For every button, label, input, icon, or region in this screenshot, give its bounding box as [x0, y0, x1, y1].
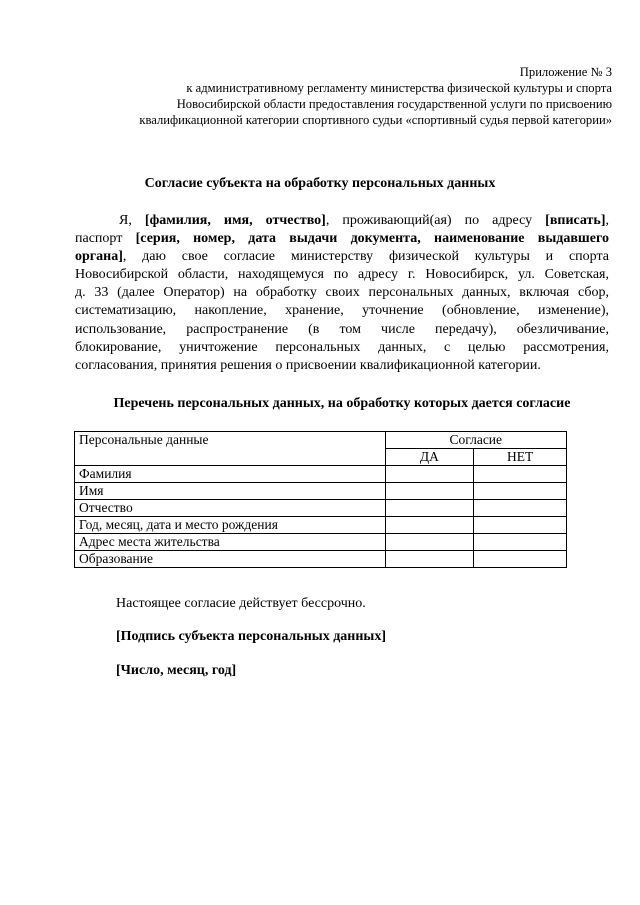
personal-data-table	[74, 431, 567, 568]
consent-line: д. 33 (далее Оператор) на обработку своих персональных данных, включая сбор,	[75, 285, 609, 301]
row-label: Фамилия	[75, 466, 386, 483]
table-row	[75, 483, 567, 500]
consent-paragraph	[75, 212, 609, 375]
table-header-row	[75, 432, 567, 449]
no-cell[interactable]	[474, 466, 567, 483]
row-label: Год, месяц, дата и место рождения	[75, 517, 386, 534]
header-yes: ДА	[385, 449, 474, 466]
appendix-number: Приложение № 3	[519, 65, 612, 79]
consent-line	[75, 230, 609, 248]
no-cell[interactable]	[474, 500, 567, 517]
consent-text: , даю свое согласие министерству физической культуры и спорта	[122, 249, 609, 265]
no-cell[interactable]	[474, 517, 567, 534]
yes-cell[interactable]	[385, 500, 474, 517]
consent-text: Я,	[119, 213, 145, 228]
table-row	[75, 551, 567, 568]
consent-line: систематизацию, накопление, хранение, уточнение (обновление, изменение),	[75, 303, 609, 319]
consent-line	[75, 248, 609, 266]
header-personal-data: Персональные данные	[75, 432, 386, 466]
yes-cell[interactable]	[385, 466, 474, 483]
appendix-line: квалификационной категории спортивного судьи «спортивный судья первой категории»	[139, 113, 612, 127]
no-cell[interactable]	[474, 534, 567, 551]
no-cell[interactable]	[474, 551, 567, 568]
header-consent: Согласие	[385, 432, 566, 449]
validity-statement: Настоящее согласие действует бессрочно.	[116, 596, 366, 611]
row-label: Имя	[75, 483, 386, 500]
consent-text: паспорт	[75, 231, 136, 247]
consent-line: согласования, принятия решения о присвоении квалификационной категории.	[75, 357, 541, 373]
yes-cell[interactable]	[385, 551, 474, 568]
consent-text: ,	[605, 213, 609, 228]
appendix-header	[52, 64, 612, 128]
table-row	[75, 500, 567, 517]
consent-line: блокирование, уничтожение персональных данных, с целью рассмотрения,	[75, 339, 609, 355]
header-no: НЕТ	[474, 449, 567, 466]
passport-placeholder: [серия, номер, дата выдачи документа, наименование выдавшего	[135, 231, 609, 247]
table-row	[75, 517, 567, 534]
appendix-line: Новосибирской области предоставления государственной услуги по присвоению	[176, 97, 612, 111]
yes-cell[interactable]	[385, 534, 474, 551]
appendix-line: к административному регламенту министерства физической культуры и спорта	[186, 81, 612, 95]
consent-line: Новосибирской области, находящемуся по адресу г. Новосибирск, ул. Советская,	[75, 267, 609, 283]
consent-line	[75, 212, 609, 230]
row-label: Отчество	[75, 500, 386, 517]
signature-field[interactable]: [Подпись субъекта персональных данных]	[116, 629, 386, 644]
fio-placeholder: [фамилия, имя, отчество]	[144, 213, 326, 228]
consent-text: , проживающий(ая) по адресу	[325, 213, 546, 228]
table-row	[75, 534, 567, 551]
document-title: Согласие субъекта на обработку персональных данных	[144, 176, 496, 191]
list-title: Перечень персональных данных, на обработку которых дается согласие	[113, 396, 571, 411]
table-row	[75, 466, 567, 483]
address-placeholder: [вписать]	[545, 213, 606, 228]
yes-cell[interactable]	[385, 517, 474, 534]
date-field[interactable]: [Число, месяц, год]	[116, 663, 237, 678]
yes-cell[interactable]	[385, 483, 474, 500]
no-cell[interactable]	[474, 483, 567, 500]
passport-placeholder: органа]	[75, 249, 123, 265]
row-label: Адрес места жительства	[75, 534, 386, 551]
consent-line: использование, распространение (в том числе передачу), обезличивание,	[75, 321, 609, 337]
row-label: Образование	[75, 551, 386, 568]
